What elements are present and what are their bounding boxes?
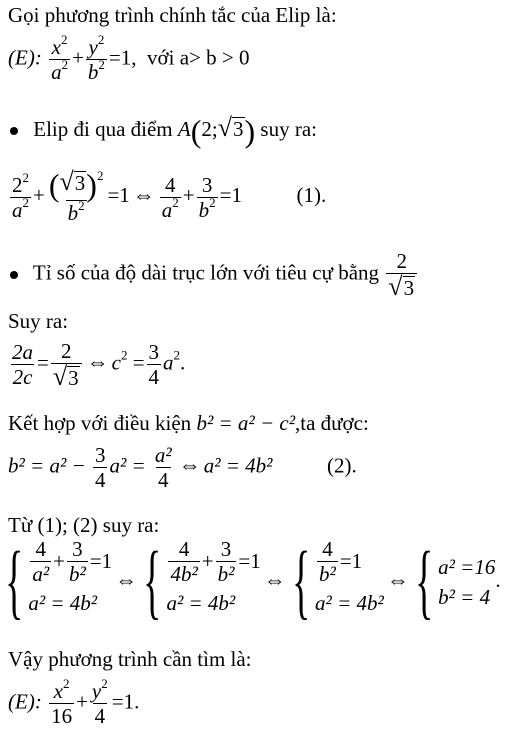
final-equals: =1. [111, 689, 140, 714]
var-x: x [51, 35, 61, 59]
fraction-2-sqrt3: 2 √ 3 [386, 250, 417, 299]
var-a: a [51, 60, 62, 84]
point-coord: 2; [201, 117, 218, 141]
equivalence-arrow-icon: ⇔ [86, 349, 109, 375]
line-condition [8, 410, 369, 436]
fraction-2a-2c: $\frac{2a}{2c}$ [12, 340, 33, 389]
fraction-a2-4: $\frac{\text{a²}}{4}$ [154, 443, 172, 492]
suy-ra-text: Suy ra: [8, 309, 69, 333]
equation-tag-1: (1). [296, 182, 327, 207]
line-point-a: Elip đi qua điểm A(2; √ 3 ) suy ra: [8, 116, 317, 145]
condition-after: ,ta được: [295, 411, 369, 435]
ellipse-general-equation: (E): $\frac{x^2}{a^2}$ + $\frac{y^2}{b^2}$ =1, với a> b > 0 [8, 32, 250, 84]
fraction-4-a2: $\frac{4}{a^2}$ [161, 172, 179, 222]
line-intro [8, 2, 337, 28]
intro-text: Gọi phương trình chính tắc của Elip là: [8, 3, 337, 27]
point-label: A [177, 117, 191, 141]
point-after: suy ra: [260, 117, 317, 141]
fraction-y2-4: $\frac{y^2}{4}$ [91, 676, 108, 728]
from-text: Từ (1); (2) suy ra: [8, 513, 160, 537]
equivalence-arrow-icon: ⇔ [132, 181, 155, 207]
system-1: { $\frac{4}{\text{a²}}$ + $\frac{3}{\text{b²}}$ =1 a² = 4b² [5, 535, 113, 628]
ratio-text: Tỉ số của độ dài trục lớn với tiêu cự bằng [32, 260, 380, 285]
system-2: { $\frac{4}{\text{4b²}}$ + $\frac{3}{\text{b²}}$ =1 a² = 4b² [143, 535, 261, 628]
fraction-3-b2: $\frac{3}{b^2}$ [198, 172, 216, 222]
final-equation: (E): $\frac{x^2}{16}$ + $\frac{y^2}{4}$ =1. [8, 676, 140, 728]
ratio-equation: $\frac{2a}{2c}$ = 2 √ 3 ⇔ $c^2$ = $\frac{3}{4}$ $a^2$. [12, 339, 186, 391]
equivalence-arrow-icon: ⇔ [386, 566, 409, 592]
line-ratio [8, 250, 419, 299]
equivalence-arrow-icon: ⇔ [115, 566, 138, 592]
fraction-3-4: $\frac{3}{4}$ [94, 443, 106, 492]
line-from-1-2 [8, 512, 159, 538]
equivalence-arrow-icon: ⇔ [263, 566, 286, 592]
condition-expr: b² = a² − c² [196, 411, 295, 435]
point-text: Elip đi qua điểm [33, 117, 173, 141]
condition-intro: Kết hợp với điều kiện [8, 411, 192, 435]
var-b: b [87, 60, 99, 84]
equation-1: $\frac{2^2}{a^2}$ + ( √ 3 )$^2$ $b^2$ =1 ⇔ $\frac{4}{a^2}$ + $\frac{3}{b^2}$ =1 (1). [12, 167, 327, 226]
equation-2: b² = a² − $\frac{3}{4}$ a² = $\frac{\text{a²}}{4}$ ⇔ a² = 4b² (2). [8, 443, 357, 492]
ellipse-label: (E): [8, 689, 42, 714]
conclusion-text: Vậy phương trình cần tìm là: [8, 647, 252, 671]
line-conclusion [8, 646, 252, 672]
var-y: y [88, 35, 98, 59]
fraction-x2-16: $\frac{x^2}{16}$ [51, 676, 73, 728]
sqrt-3: √ 3 [217, 113, 244, 142]
line-suy-ra [8, 308, 68, 334]
equals-one: =1, [108, 45, 137, 70]
fraction-2sq-a2: $\frac{2^2}{a^2}$ [12, 169, 29, 222]
system-4: { a² =16 b² = 4 [414, 535, 496, 628]
equation-tag-2: (2). [326, 453, 357, 478]
fraction-x2-a2: $\frac{x^2}{a^2}$ [51, 32, 69, 84]
ellipse-label: (E): [8, 45, 42, 70]
fraction-2-sqrt3-b: 2 √ 3 [51, 340, 82, 389]
system-chain: { $\frac{4}{\text{a²}}$ + $\frac{3}{\text{b²}}$ =1 a² = 4b² ⇔ { $\frac{4}{\text{4b²}}$ + $\frac{3}{\text{b²}}$ =1 a² = 4b² ⇔ { $\frac{4}{\text{b²}}$ =1 a² = 4b² ⇔ { a² =16 b² = 4 . [2, 540, 501, 624]
fraction-sqrt3sq-b2: ( √ 3 )$^2$ $b^2$ [48, 167, 104, 226]
bullet-icon [10, 271, 18, 279]
fraction-3-4: $\frac{3}{4}$ [148, 340, 160, 389]
equivalence-arrow-icon: ⇔ [178, 452, 201, 478]
condition-text: với a> b > 0 [147, 45, 250, 70]
system-3: { $\frac{4}{\text{b²}}$ =1 a² = 4b² [291, 535, 384, 628]
fraction-y2-b2: $\frac{y^2}{b^2}$ [87, 32, 105, 84]
bullet-icon [10, 127, 18, 135]
